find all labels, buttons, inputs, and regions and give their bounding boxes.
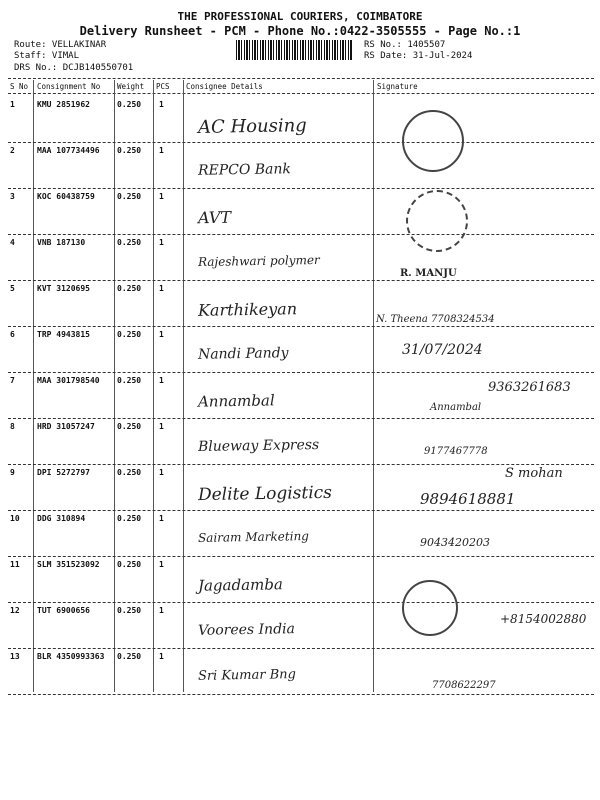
row-consignment: KMU 2851962 <box>37 100 90 109</box>
row-consignee: AVT <box>197 207 232 228</box>
row-pcs: 1 <box>159 284 164 293</box>
rs-date: RS Date: 31-Jul-2024 <box>364 51 473 61</box>
row-sno: 1 <box>10 100 15 109</box>
row-consignment: DPI 5272797 <box>37 468 90 477</box>
row-consignment: VNB 187130 <box>37 238 86 247</box>
row-weight: 0.250 <box>117 238 142 247</box>
row-weight: 0.250 <box>117 652 142 661</box>
signature-r13: 7708622297 <box>432 680 496 691</box>
column-divider <box>373 80 374 692</box>
row-consignee: Sri Kumar Bng <box>197 667 297 684</box>
row-separator <box>8 464 594 465</box>
row-weight: 0.250 <box>117 192 142 201</box>
row-consignee: Karthikeyan <box>197 299 298 320</box>
row-weight: 0.250 <box>117 468 142 477</box>
row-weight: 0.250 <box>117 146 142 155</box>
runsheet-title: Delivery Runsheet - PCM - Phone No.:0422-3505555 - Page No.:1 <box>79 24 521 38</box>
row-consignment: MAA 301798540 <box>37 376 100 385</box>
row-sno: 13 <box>10 652 20 661</box>
row-sno: 3 <box>10 192 15 201</box>
row-separator <box>8 694 594 695</box>
row-sno: 11 <box>10 560 20 569</box>
drs-number: DRS No.: DCJB140550701 <box>14 63 134 73</box>
row-pcs: 1 <box>159 238 164 247</box>
row-separator <box>8 188 594 189</box>
row-separator <box>8 510 594 511</box>
row-sno: 10 <box>10 514 20 523</box>
signature-r9-phone: 9894618881 <box>420 490 516 508</box>
row-consignment: DDG 310894 <box>37 514 86 523</box>
row-separator <box>8 556 594 557</box>
row-pcs: 1 <box>159 606 164 615</box>
header-weight: Weight <box>117 82 145 91</box>
row-weight: 0.250 <box>117 376 142 385</box>
row-consignee: Jagadamba <box>197 575 283 595</box>
row-pcs: 1 <box>159 146 164 155</box>
signature-r6: 31/07/2024 <box>402 342 483 358</box>
row-consignment: KVT 3120695 <box>37 284 90 293</box>
row-consignee: Blueway Express <box>197 436 320 456</box>
row-pcs: 1 <box>159 192 164 201</box>
rs-number: RS No.: 1405507 <box>364 40 446 50</box>
row-separator <box>8 648 594 649</box>
row-sno: 7 <box>10 376 15 385</box>
row-weight: 0.250 <box>117 560 142 569</box>
row-separator <box>8 234 594 235</box>
row-weight: 0.250 <box>117 422 142 431</box>
row-separator <box>8 418 594 419</box>
signature-r12: +8154002880 <box>500 612 587 626</box>
row-pcs: 1 <box>159 376 164 385</box>
header-consignment: Consignment No <box>37 82 101 91</box>
row-weight: 0.250 <box>117 330 142 339</box>
row-consignee: Delite Logistics <box>197 482 333 506</box>
row-consignee: Sairam Marketing <box>197 529 310 545</box>
company-title: THE PROFESSIONAL COURIERS, COIMBATORE <box>177 10 423 23</box>
row-pcs: 1 <box>159 468 164 477</box>
company-stamp-icon <box>406 190 468 252</box>
row-consignee: Nandi Pandy <box>197 345 289 363</box>
header-pcs: PCS <box>156 82 170 91</box>
route-text: Route: VELLAKINAR <box>14 40 107 50</box>
row-pcs: 1 <box>159 100 164 109</box>
table-top-rule <box>8 78 594 79</box>
signature-r10: 9043420203 <box>420 536 490 549</box>
row-sno: 8 <box>10 422 15 431</box>
row-separator <box>8 280 594 281</box>
signature-r4: R. MANJU <box>400 268 457 279</box>
delivery-stamp-icon <box>402 580 458 636</box>
row-sno: 12 <box>10 606 20 615</box>
row-consignee: Annambal <box>197 391 275 411</box>
row-consignment: KOC 60438759 <box>37 192 95 201</box>
row-consignee: Rajeshwari polymer <box>197 252 320 270</box>
signature-r7-phone: 9363261683 <box>488 380 571 395</box>
header-sno: S No <box>10 82 29 91</box>
row-consignee: Voorees India <box>197 621 296 639</box>
row-sno: 4 <box>10 238 15 247</box>
barcode-image <box>236 40 352 60</box>
row-consignee: REPCO Bank <box>197 161 292 179</box>
header-signature: Signature <box>377 82 418 91</box>
row-pcs: 1 <box>159 330 164 339</box>
row-pcs: 1 <box>159 652 164 661</box>
row-weight: 0.250 <box>117 606 142 615</box>
signature-r9-name: S mohan <box>505 466 563 481</box>
row-consignee: AC Housing <box>197 115 307 138</box>
row-sno: 6 <box>10 330 15 339</box>
column-divider <box>153 80 154 692</box>
header-consignee: Consignee Details <box>186 82 263 91</box>
row-separator <box>8 372 594 373</box>
row-separator <box>8 142 594 143</box>
column-divider <box>183 80 184 692</box>
row-consignment: BLR 4350993363 <box>37 652 105 661</box>
row-consignment: HRD 31057247 <box>37 422 95 431</box>
row-consignment: TRP 4943815 <box>37 330 90 339</box>
row-consignment: TUT 6900656 <box>37 606 90 615</box>
row-weight: 0.250 <box>117 284 142 293</box>
signature-r8: 9177467778 <box>424 446 488 457</box>
row-sno: 2 <box>10 146 15 155</box>
signature-r7-name: Annambal <box>430 402 482 413</box>
column-divider <box>114 80 115 692</box>
column-divider <box>33 80 34 692</box>
row-pcs: 1 <box>159 560 164 569</box>
row-sno: 5 <box>10 284 15 293</box>
row-pcs: 1 <box>159 514 164 523</box>
row-sno: 9 <box>10 468 15 477</box>
row-consignment: SLM 351523092 <box>37 560 100 569</box>
row-pcs: 1 <box>159 422 164 431</box>
signature-r5: N. Theena 7708324534 <box>376 314 495 325</box>
row-consignment: MAA 107734496 <box>37 146 100 155</box>
staff-text: Staff: VIMAL <box>14 51 80 61</box>
header-rule <box>8 93 594 94</box>
row-weight: 0.250 <box>117 514 142 523</box>
row-separator <box>8 602 594 603</box>
row-separator <box>8 326 594 327</box>
bank-stamp-icon <box>402 110 464 172</box>
row-weight: 0.250 <box>117 100 142 109</box>
